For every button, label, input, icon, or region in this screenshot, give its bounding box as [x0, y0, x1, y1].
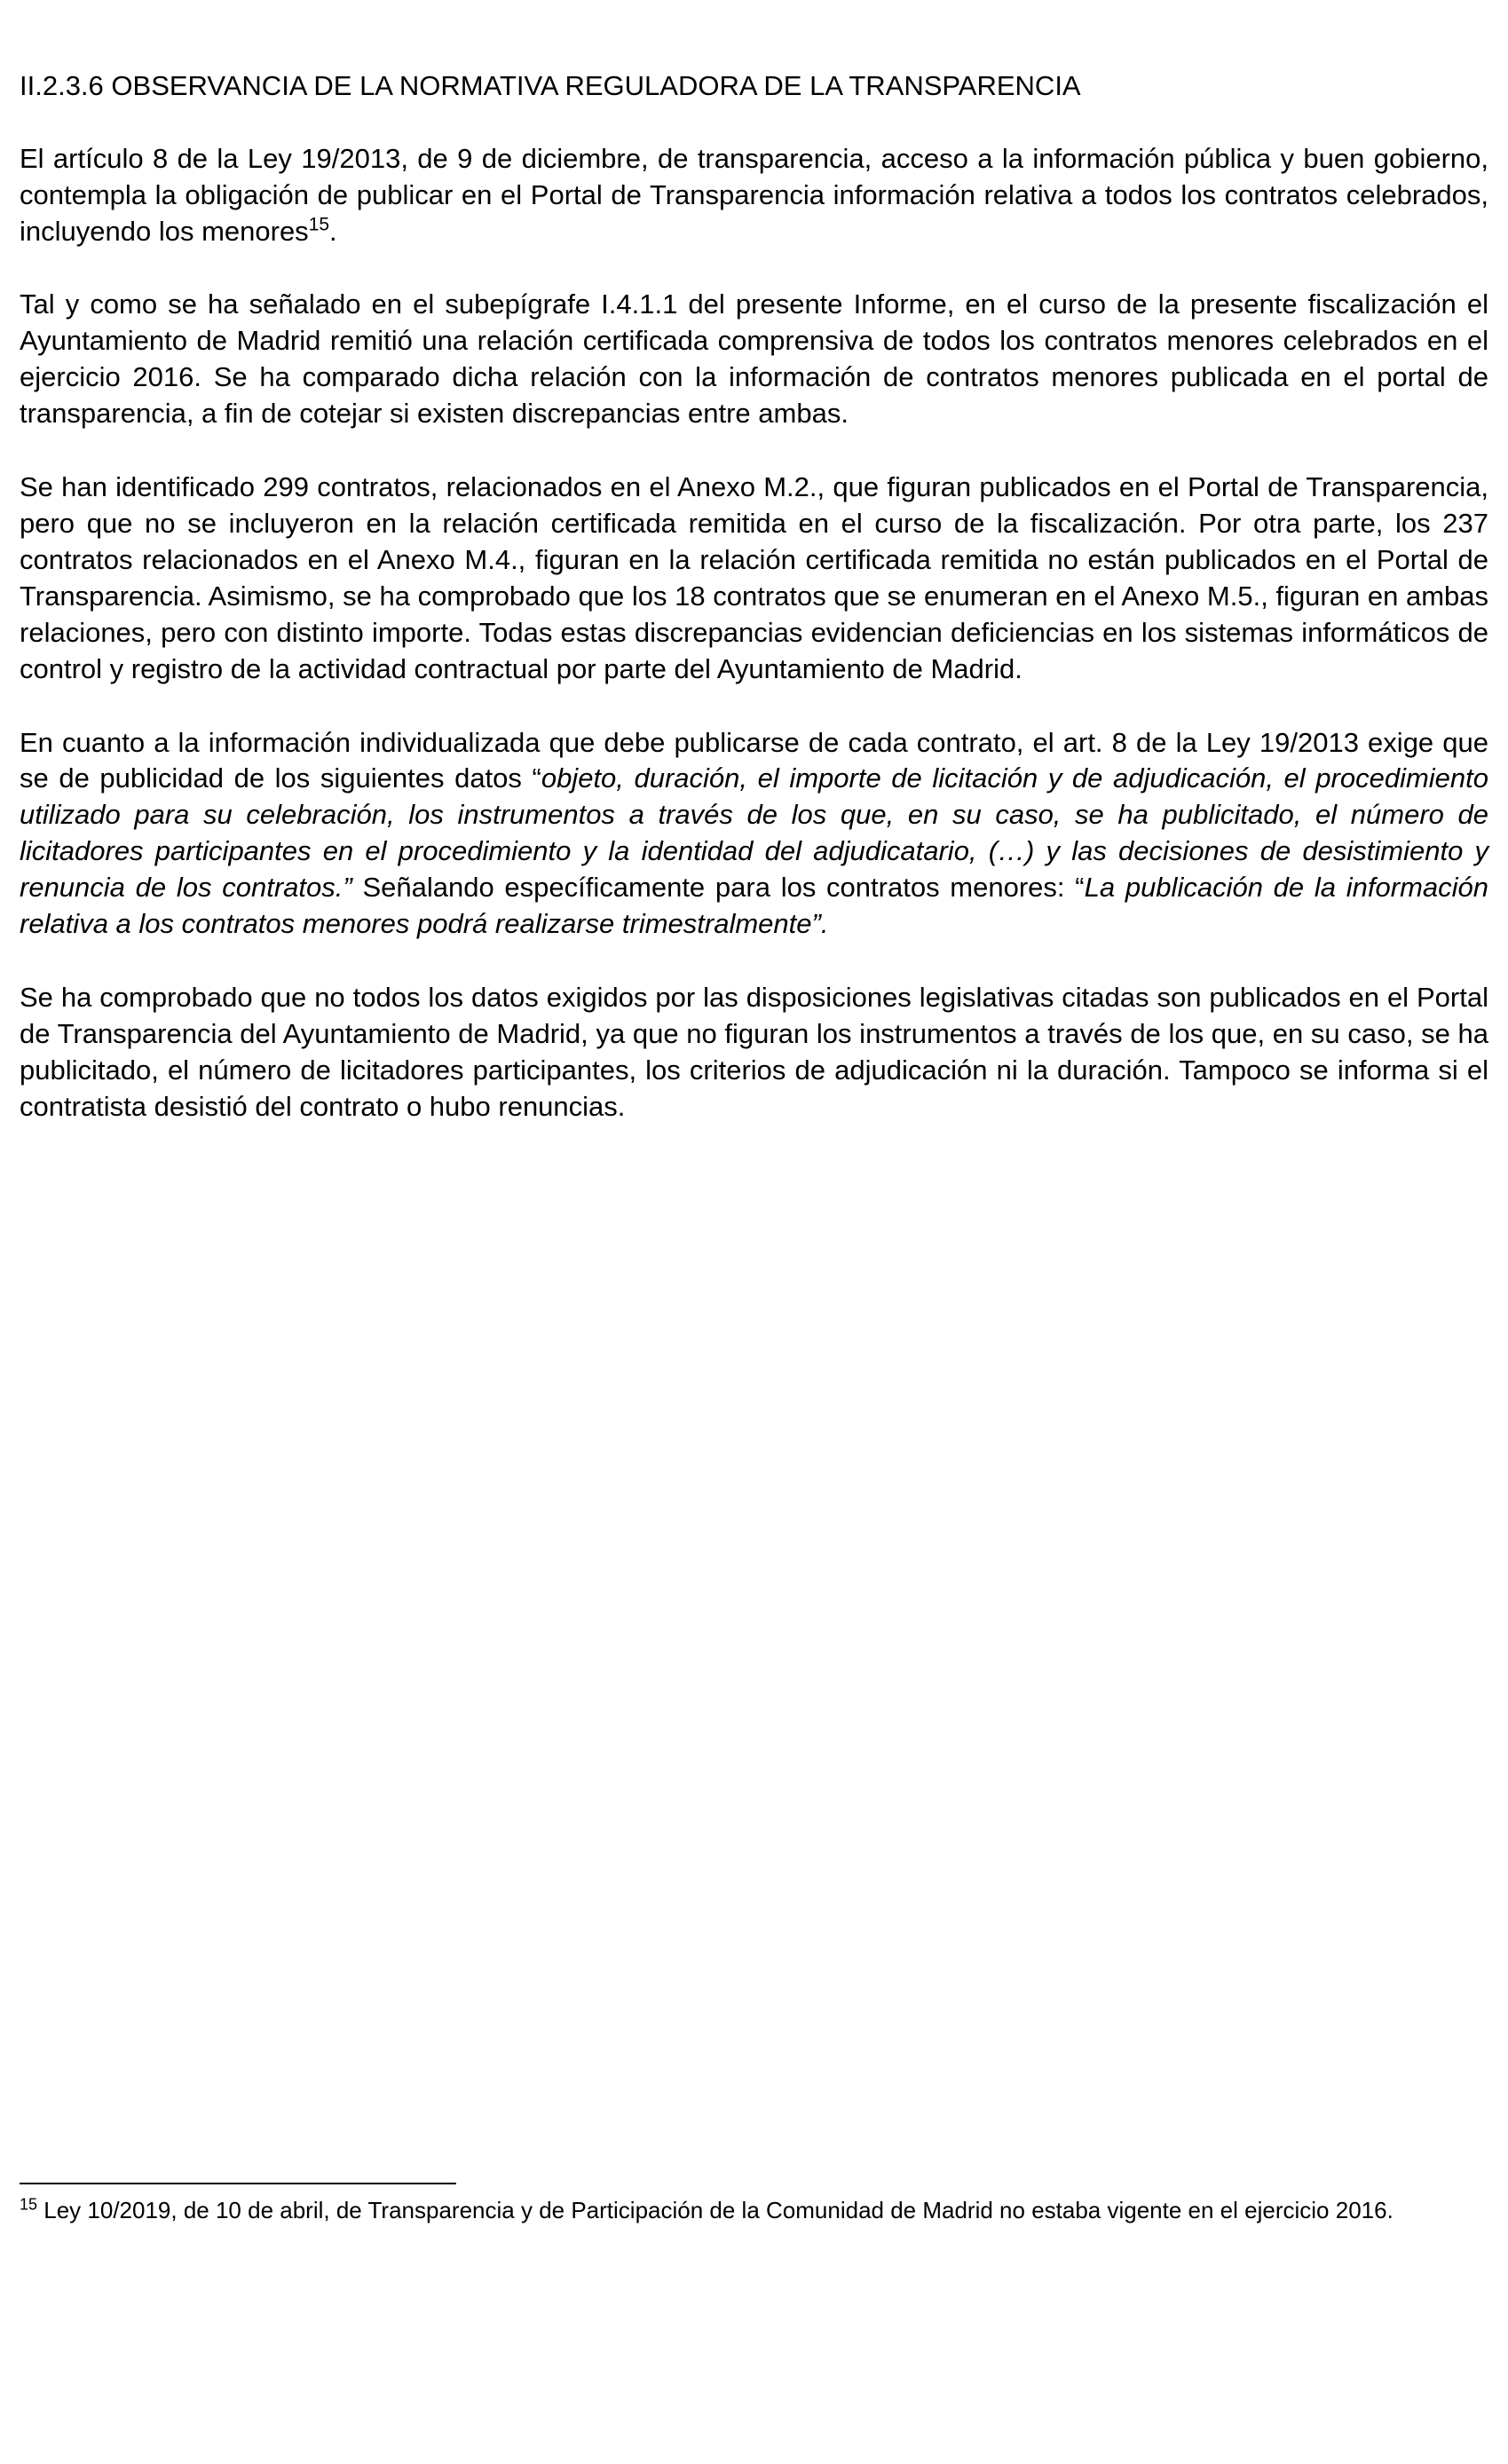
- paragraph-4-quote-law: objeto, duración, el importe de licitación y de adjudicación, el procedimiento utilizado para su celebración, los instrumentos a través de los que, en su caso, se ha publicitado, el número de licitadores participantes en el procedimiento y la identidad del adjudicatario, (…) y las decisiones de desistimiento y renuncia de los contratos.”: [20, 762, 1488, 904]
- footnote-15-number: 15: [20, 2195, 38, 2214]
- paragraph-4: [20, 725, 1488, 943]
- paragraph-1-text: El artículo 8 de la Ley 19/2013, de 9 de diciembre, de transparencia, acceso a la información pública y buen gobierno, contempla la obligación de publicar en el Portal de Transparencia información relativa a todos los contratos celebrados, incluyendo los menores: [20, 142, 1488, 247]
- footnote-reference-15: 15: [308, 214, 330, 235]
- paragraph-2: Tal y como se ha señalado en el subepígrafe I.4.1.1 del presente Informe, en el curso de la presente fiscalización el Ayuntamiento de Madrid remitió una relación certificada comprensiva de todos los contratos menores celebrados en el ejercicio 2016. Se ha comparado dicha relación con la información de contratos menores publicada en el portal de transparencia, a fin de cotejar si existen discrepancias entre ambas.: [20, 288, 1488, 430]
- paragraph-4-quote-minor-contracts: La publicación de la información relativa a los contratos menores podrá realizarse trimestralmente”.: [20, 872, 1489, 940]
- footnote-block: [20, 2183, 1488, 2226]
- footnote-separator: [20, 2183, 456, 2184]
- paragraph-4-intro: En cuanto a la información individualizada que debe publicarse de cada contrato, el art. 8 de la Ley 19/2013 exige que se de publicidad de los siguientes datos “: [20, 726, 1488, 794]
- section-heading: II.2.3.6 OBSERVANCIA DE LA NORMATIVA REGULADORA DE LA TRANSPARENCIA: [20, 70, 1081, 101]
- paragraph-5: Se ha comprobado que no todos los datos exigidos por las disposiciones legislativas citadas son publicados en el Portal de Transparencia del Ayuntamiento de Madrid, ya que no figuran los instrumentos a través de los que, en su caso, se ha publicitado, el número de licitadores participantes, los criterios de adjudicación ni la duración. Tampoco se informa si el contratista desistió del contrato o hubo renuncias.: [20, 981, 1488, 1122]
- paragraph-4-connector: Señalando específicamente para los contratos menores: “: [351, 872, 1085, 904]
- paragraph-3: Se han identificado 299 contratos, relacionados en el Anexo M.2., que figuran publicados en el Portal de Transparencia, pero que no se incluyeron en la relación certificada remitida en el curso de la fiscalización. Por otra parte, los 237 contratos relacionados en el Anexo M.4., figuran en la relación certificada remitida no están publicados en el Portal de Transparencia. Asimismo, se ha comprobado que los 18 contratos que se enumeran en el Anexo M.5., figuran en ambas relaciones, pero con distinto importe. Todas estas discrepancias evidencian deficiencias en los sistemas informáticos de control y registro de la actividad contractual por parte del Ayuntamiento de Madrid.: [20, 471, 1488, 684]
- paragraph-1-period: .: [329, 215, 337, 247]
- footnote-15: [20, 2195, 1488, 2226]
- paragraph-1: [20, 141, 1488, 250]
- footnote-15-text: Ley 10/2019, de 10 de abril, de Transparencia y de Participación de la Comunidad de Madrid no estaba vigente en el ejercicio 2016.: [37, 2196, 1394, 2223]
